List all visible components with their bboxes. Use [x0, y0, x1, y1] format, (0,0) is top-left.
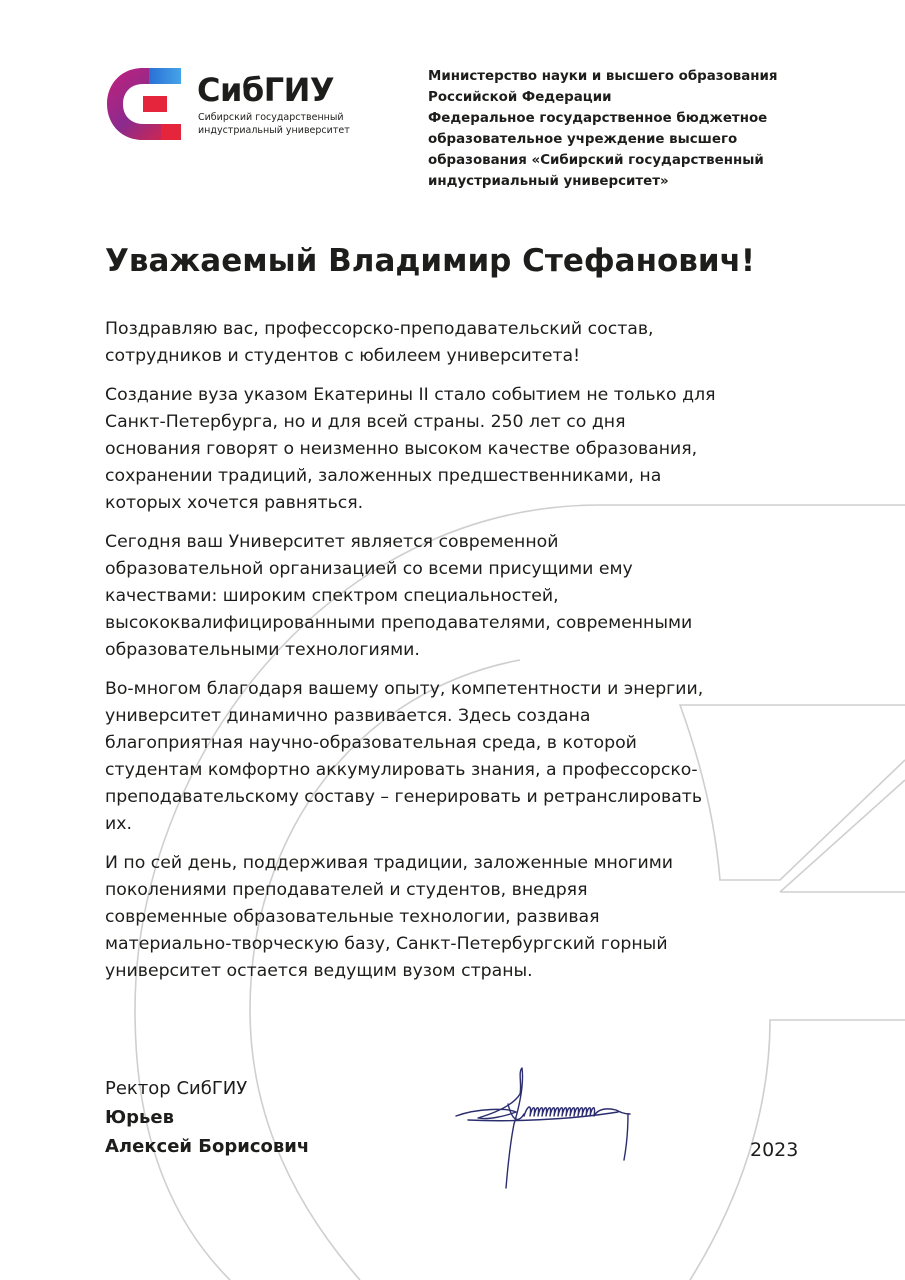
handwritten-signature	[448, 1064, 648, 1194]
paragraph: Поздравляю вас, профессорско-преподавательский состав, сотрудников и студентов с юбилеем университета!	[105, 319, 654, 366]
sibgiu-logo-icon	[105, 66, 181, 142]
paragraph: Во-многом благодаря вашему опыту, компетентности и энергии, университет динамично развивается. Здесь создана благоприятная научно-образовательная среда, в которой студентам комфортно аккумулировать знания, а профессорско- преподавательскому составу – генерировать и ретранслировать их.	[105, 679, 704, 834]
university-logo	[105, 66, 365, 146]
org-line: Министерство науки и высшего образования	[428, 69, 778, 84]
logo-wordmark: СибГИУ	[197, 71, 335, 109]
paragraph: Создание вуза указом Екатерины II стало событием не только для Санкт-Петербурга, но и для всей страны. 250 лет со дня основания говорят о неизменно высоком качестве образования, сохранении традиций, заложенных предшественниками, на которых хочется равняться.	[105, 385, 716, 513]
paragraph: Сегодня ваш Университет является современной образовательной организацией со всеми присущими ему качествами: широким спектром специальностей, высококвалифицированными преподавателями, современными образовательными технологиями.	[105, 532, 693, 660]
org-line: индустриальный университет»	[428, 174, 669, 189]
signatory-given-names: Алексей Борисович	[105, 1136, 310, 1157]
org-line: образовательное учреждение высшего	[428, 132, 738, 147]
signatory-block	[105, 1074, 405, 1161]
signatory-surname: Юрьев	[105, 1107, 174, 1128]
logo-subtitle: Сибирский государственный индустриальный университет	[198, 112, 350, 136]
org-line: Федеральное государственное бюджетное	[428, 111, 768, 126]
organization-header	[428, 66, 818, 192]
org-line: образования «Сибирский государственный	[428, 153, 764, 168]
greeting-heading: Уважаемый Владимир Стефанович!	[105, 243, 756, 279]
paragraph: И по сей день, поддерживая традиции, заложенные многими поколениями преподавателей и студентов, внедряя современные образовательные технологии, развивая материально-творческую базу, Санкт-Петербургский горный университет остается ведущим вузом страны.	[105, 853, 673, 981]
year: 2023	[750, 1139, 799, 1161]
signatory-role: Ректор СибГИУ	[105, 1078, 248, 1099]
org-line: Российской Федерации	[428, 90, 612, 105]
letter-body	[105, 316, 805, 997]
